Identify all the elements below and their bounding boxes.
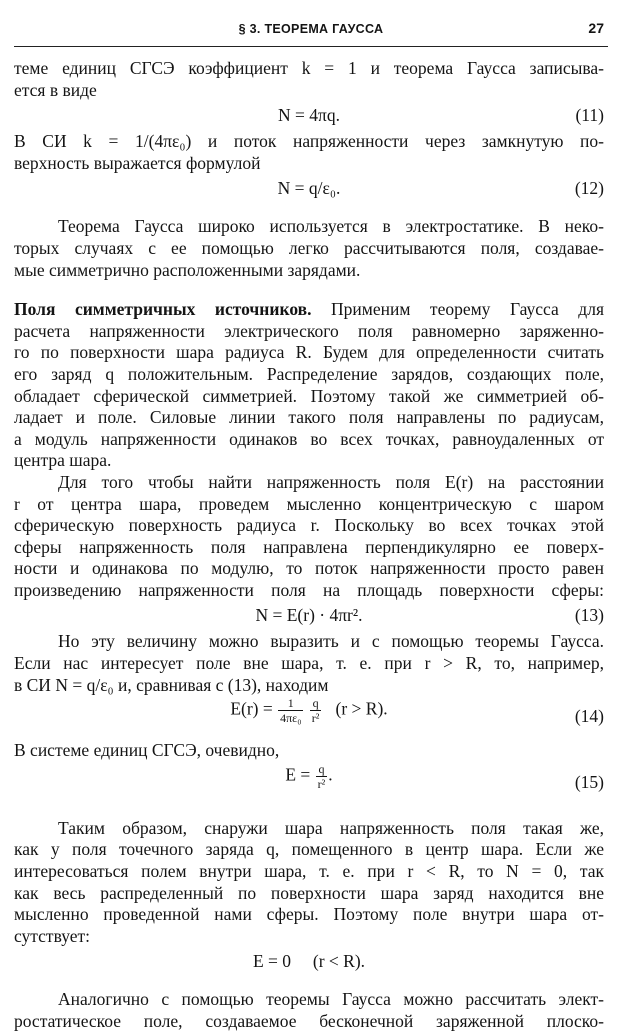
fraction-denominator: 4πε₀ bbox=[280, 711, 302, 726]
page-number: 27 bbox=[588, 20, 604, 36]
running-title: § 3. ТЕОРЕМА ГАУССА bbox=[238, 22, 384, 36]
text-line: сферы напряженность поля направлена перпендикулярно ее поверх- bbox=[14, 536, 604, 557]
equation-expression: N = E(r) · 4πr². bbox=[255, 605, 363, 626]
fraction bbox=[310, 696, 322, 725]
text-line: ладает и поле. Силовые линии такого поля направлены по радиусам, bbox=[14, 407, 604, 428]
fraction-denominator: r² bbox=[317, 776, 326, 791]
text-line: В СИ k = 1/(4πε₀) и поток напряженности через замкнутую по- bbox=[14, 131, 604, 152]
text-line: теме единиц СГСЭ коэффициент k = 1 и теорема Гаусса записыва- bbox=[14, 58, 604, 78]
fraction bbox=[278, 696, 303, 725]
text-line: ности и одинакова по модулю, то поток напряженности просто равен bbox=[14, 558, 604, 579]
text-line: ется в виде bbox=[14, 79, 97, 100]
equation-16 bbox=[14, 947, 604, 977]
fraction bbox=[316, 762, 328, 791]
paragraph-gap bbox=[14, 977, 604, 989]
equation-expression bbox=[14, 762, 604, 791]
text-line: верхность выражается формулой bbox=[14, 152, 261, 173]
text-line: Теорема Гаусса широко используется в электростатике. В неко- bbox=[58, 216, 604, 237]
fraction-denominator: r² bbox=[311, 711, 320, 726]
equation-15 bbox=[14, 762, 604, 806]
section-heading: Поля симметричных источников. bbox=[14, 299, 312, 320]
text-line: Если нас интересует поле вне шара, т. е. при r > R, то, например, bbox=[14, 653, 604, 674]
paragraph-gap bbox=[14, 204, 604, 216]
equation-13 bbox=[14, 601, 604, 631]
equation-expression: N = 4πq. bbox=[278, 105, 340, 126]
text-line: сутствует: bbox=[14, 925, 91, 946]
equation-number: (12) bbox=[574, 178, 604, 199]
equation-number: (13) bbox=[574, 605, 604, 626]
equation-number: (14) bbox=[574, 706, 604, 727]
text-line: Для того чтобы найти напряженность поля E(r) на расстоянии bbox=[58, 471, 604, 492]
equation-14 bbox=[14, 696, 604, 740]
text-line: торых случаях с ее помощью легко рассчитываются поля, создавае- bbox=[14, 237, 604, 258]
text-line: Но эту величину можно выразить и с помощью теоремы Гаусса. bbox=[58, 631, 604, 652]
section-heading-line bbox=[14, 299, 604, 321]
text-line: Таким образом, снаружи шара напряженность поля такая же, bbox=[58, 817, 604, 838]
equation-expression: E = 0 (r < R). bbox=[252, 951, 366, 972]
text-line: а модуль напряженности одинаков во всех точках, равноудаленных от bbox=[14, 428, 604, 449]
equation-expression bbox=[14, 696, 604, 725]
equation-lhs: E = bbox=[285, 764, 311, 785]
text-line: обладает сферической симметрией. Поэтому такой же симметрией об- bbox=[14, 385, 604, 406]
equation-12 bbox=[14, 174, 604, 204]
text-line: его заряд q положительным. Распределение зарядов, создающих поле, bbox=[14, 363, 604, 384]
equation-lhs: E(r) = bbox=[230, 698, 273, 719]
text-line: r от центра шара, проведем мысленно концентрическую с шаром bbox=[14, 493, 604, 514]
text-run: Применим теорему Гаусса для bbox=[311, 299, 604, 320]
text-line: мые симметрично расположенными зарядами. bbox=[14, 259, 361, 280]
text-line: как у поля точечного заряда q, помещенного в центр шара. Если же bbox=[14, 839, 604, 860]
text-line: в СИ N = q/ε₀ и, сравнивая с (13), находим bbox=[14, 674, 329, 695]
text-line: мысленно проведенной нами сферы. Поэтому поле внутри шара от- bbox=[14, 904, 604, 925]
text-line: В системе единиц СГСЭ, очевидно, bbox=[14, 740, 280, 761]
text-line: сферическую поверхность радиуса r. Поскольку во всех точках этой bbox=[14, 515, 604, 536]
equation-11 bbox=[14, 101, 604, 131]
text-line: произведению напряженности поля на площадь поверхности сферы: bbox=[14, 579, 604, 600]
equation-number: (15) bbox=[574, 771, 604, 792]
page-body bbox=[14, 58, 604, 1033]
text-line: ростатическое поле, создаваемое бесконечной заряженной плоско- bbox=[14, 1011, 604, 1031]
fraction-numerator: q bbox=[310, 696, 322, 711]
text-line: расчета напряженности электрического поля равномерно заряженно- bbox=[14, 320, 604, 341]
equation-condition: (r > R). bbox=[335, 698, 388, 719]
text-line: интересоваться полем внутри шара, т. е. при r < R, то N = 0, так bbox=[14, 861, 604, 882]
text-line: го по поверхности шара радиуса R. Будем для определенности считать bbox=[14, 342, 604, 363]
fraction-numerator: 1 bbox=[278, 696, 303, 711]
equation-number: (11) bbox=[575, 105, 604, 126]
text-line: центра шара. bbox=[14, 450, 112, 471]
page-header bbox=[14, 0, 608, 47]
section-gap bbox=[14, 281, 604, 299]
equation-end: . bbox=[328, 764, 333, 785]
fraction-numerator: q bbox=[316, 762, 328, 777]
text-line: как весь распределенный по поверхности шара заряд находится вне bbox=[14, 882, 604, 903]
equation-expression: N = q/ε₀. bbox=[277, 178, 341, 199]
paragraph-gap bbox=[14, 806, 604, 818]
text-line: Аналогично с помощью теоремы Гаусса можно рассчитать элект- bbox=[58, 989, 604, 1010]
